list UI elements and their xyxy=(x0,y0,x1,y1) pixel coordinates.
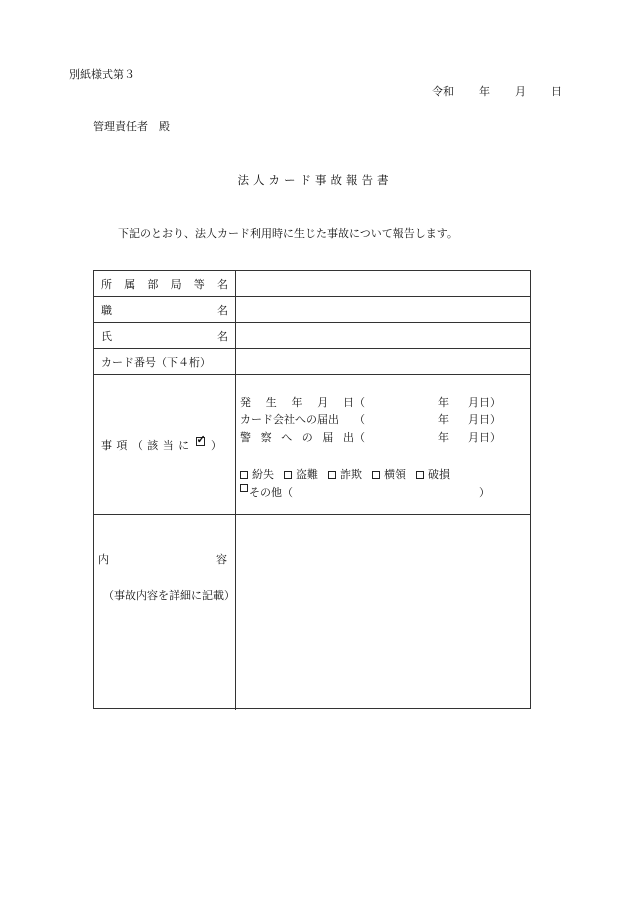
card-number-label: カード番号（下４桁） xyxy=(94,349,236,374)
checkbox-icon xyxy=(284,471,292,479)
name-label: 氏 名 xyxy=(94,323,236,348)
row-content xyxy=(94,515,530,710)
checkbox-icon xyxy=(240,484,248,492)
type-fraud-checkbox[interactable]: 詐欺 xyxy=(328,466,362,482)
department-field[interactable] xyxy=(236,271,530,296)
form-id: 別紙様式第３ xyxy=(69,68,135,81)
row-position xyxy=(94,297,530,323)
row-incident xyxy=(94,375,530,515)
type-other-checkbox[interactable]: その他（ ） xyxy=(240,484,490,500)
department-label: 所 属 部 局 等 名 xyxy=(94,271,236,296)
name-field[interactable] xyxy=(236,323,530,348)
document-title: 法人カード事故報告書 xyxy=(237,173,393,187)
content-note: （事故内容を詳細に記載） xyxy=(103,589,235,602)
date-line xyxy=(432,83,562,99)
row-name xyxy=(94,323,530,349)
type-theft-checkbox[interactable]: 盗難 xyxy=(284,466,318,482)
checkbox-icon xyxy=(372,471,380,479)
checkbox-icon xyxy=(240,471,248,479)
row-card-number xyxy=(94,349,530,375)
incident-types xyxy=(240,466,460,482)
row-department xyxy=(94,271,530,297)
content-field[interactable] xyxy=(236,515,530,710)
date-era: 令和 xyxy=(432,85,454,98)
report-table xyxy=(93,270,531,709)
addressee: 管理責任者 殿 xyxy=(93,120,170,133)
card-number-field[interactable] xyxy=(236,349,530,374)
type-loss-checkbox[interactable]: 紛失 xyxy=(240,466,274,482)
event-occurrence-date[interactable]: 発 生 年 月 日 （ 年 月 日） xyxy=(240,396,501,409)
type-damage-checkbox[interactable]: 破損 xyxy=(416,466,450,482)
checkmark-box-icon xyxy=(196,437,205,446)
checkbox-icon xyxy=(328,471,336,479)
checkbox-icon xyxy=(416,471,424,479)
position-label: 職 名 xyxy=(94,297,236,322)
incident-field xyxy=(236,375,530,514)
type-embezzlement-checkbox[interactable]: 横領 xyxy=(372,466,406,482)
date-year: 年 xyxy=(479,85,490,98)
event-card-company-report[interactable]: カード会社への届出 （ 年 月 日） xyxy=(240,413,501,426)
position-field[interactable] xyxy=(236,297,530,322)
date-month: 月 xyxy=(515,85,526,98)
date-day: 日 xyxy=(551,85,562,98)
intro-text: 下記のとおり、法人カード利用時に生じた事故について報告します。 xyxy=(118,227,458,240)
event-police-report[interactable]: 警 察 へ の 届 出 （ 年 月 日） xyxy=(240,431,501,444)
content-label: 内 容 （事故内容を詳細に記載） xyxy=(94,515,236,710)
incident-label: 事 項 （ 該 当 に ✓ ） xyxy=(94,375,236,514)
